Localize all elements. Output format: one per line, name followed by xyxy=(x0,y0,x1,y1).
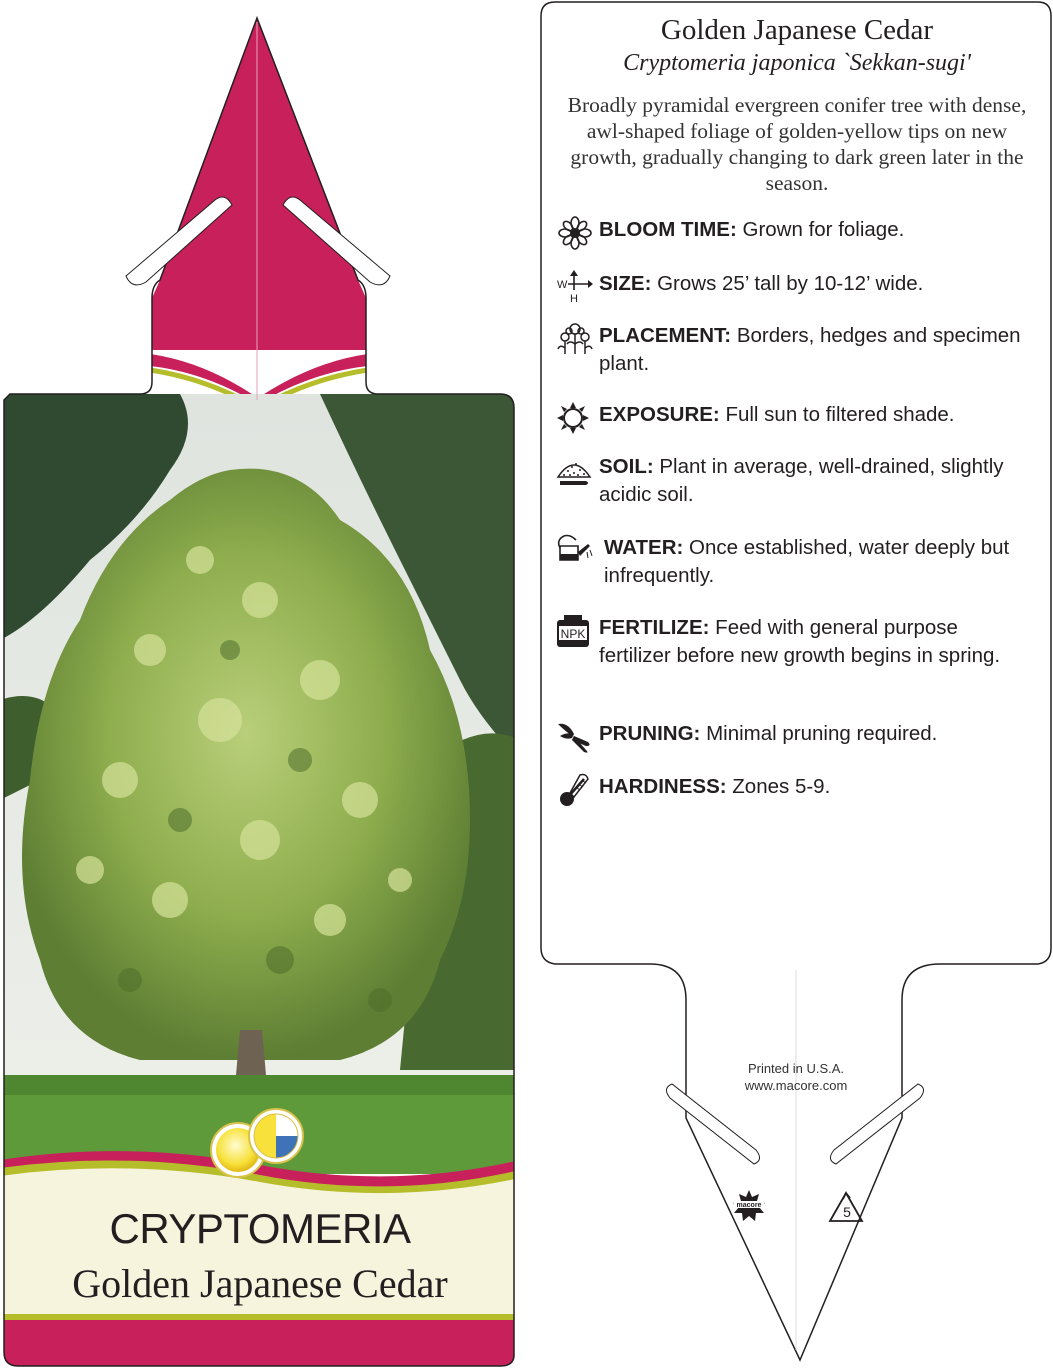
info-value: Plant in average, well-drained, slightly acidic soil. xyxy=(599,455,1004,506)
info-value: Once established, water deeply but infrequently. xyxy=(604,536,1010,587)
botanical-name: Golden Japanese Cedar xyxy=(72,1261,448,1306)
info-value: Feed with general purpose fertilizer before new growth begins in spring. xyxy=(599,616,1001,667)
info-label: PLACEMENT: xyxy=(599,324,732,347)
size-arrows-icon xyxy=(556,270,594,304)
plant-description: Broadly pyramidal evergreen conifer tree with dense, awl-shaped foliage of golden-yellow tips on new growth, gradually changing to dark green later in the season. xyxy=(567,93,1027,195)
width-letter: W xyxy=(557,279,568,291)
macore-logo xyxy=(731,1188,767,1224)
info-label: WATER: xyxy=(604,536,684,559)
partial-sun-icon xyxy=(249,1109,303,1163)
info-label: SOIL: xyxy=(599,455,654,478)
info-value: Full sun to filtered shade. xyxy=(725,403,955,426)
info-value: Minimal pruning required. xyxy=(706,722,938,745)
npk-text: NPK xyxy=(560,627,586,641)
info-value: Zones 5-9. xyxy=(732,775,831,798)
pruners-icon xyxy=(556,720,594,754)
printed-note xyxy=(690,1060,902,1094)
info-value: Borders, hedges and specimen plant. xyxy=(599,324,1021,375)
recycle-number: 5 xyxy=(843,1204,851,1220)
height-letter: H xyxy=(570,293,578,304)
info-label: EXPOSURE: xyxy=(599,403,720,426)
common-name: CRYPTOMERIA xyxy=(109,1205,411,1252)
sun-icon xyxy=(556,401,594,435)
info-label: PRUNING: xyxy=(599,722,701,745)
plants-icon xyxy=(556,322,594,356)
info-value: Grown for foliage. xyxy=(742,218,905,241)
fertilizer-icon xyxy=(556,614,594,648)
info-label: SIZE: xyxy=(599,272,652,295)
info-label: BLOOM TIME: xyxy=(599,218,737,241)
back-title: Golden Japanese Cedar xyxy=(660,14,934,46)
back-tag xyxy=(541,2,1051,1360)
flower-icon xyxy=(556,216,594,250)
thermometer-icon xyxy=(556,773,594,807)
info-value: Grows 25’ tall by 10-12’ wide. xyxy=(657,272,924,295)
watering-can-icon xyxy=(556,534,594,568)
soil-icon xyxy=(556,453,594,487)
latin-name: Cryptomeria japonica `Sekkan-sugi' xyxy=(623,50,971,76)
info-label: HARDINESS: xyxy=(599,775,727,798)
recycle-5-icon xyxy=(826,1190,866,1226)
info-label: FERTILIZE: xyxy=(599,616,710,639)
logo-text: macore xyxy=(736,1202,762,1209)
printed-in: Printed in U.S.A. xyxy=(747,1061,845,1076)
website-link[interactable]: www.macore.com xyxy=(744,1078,848,1093)
